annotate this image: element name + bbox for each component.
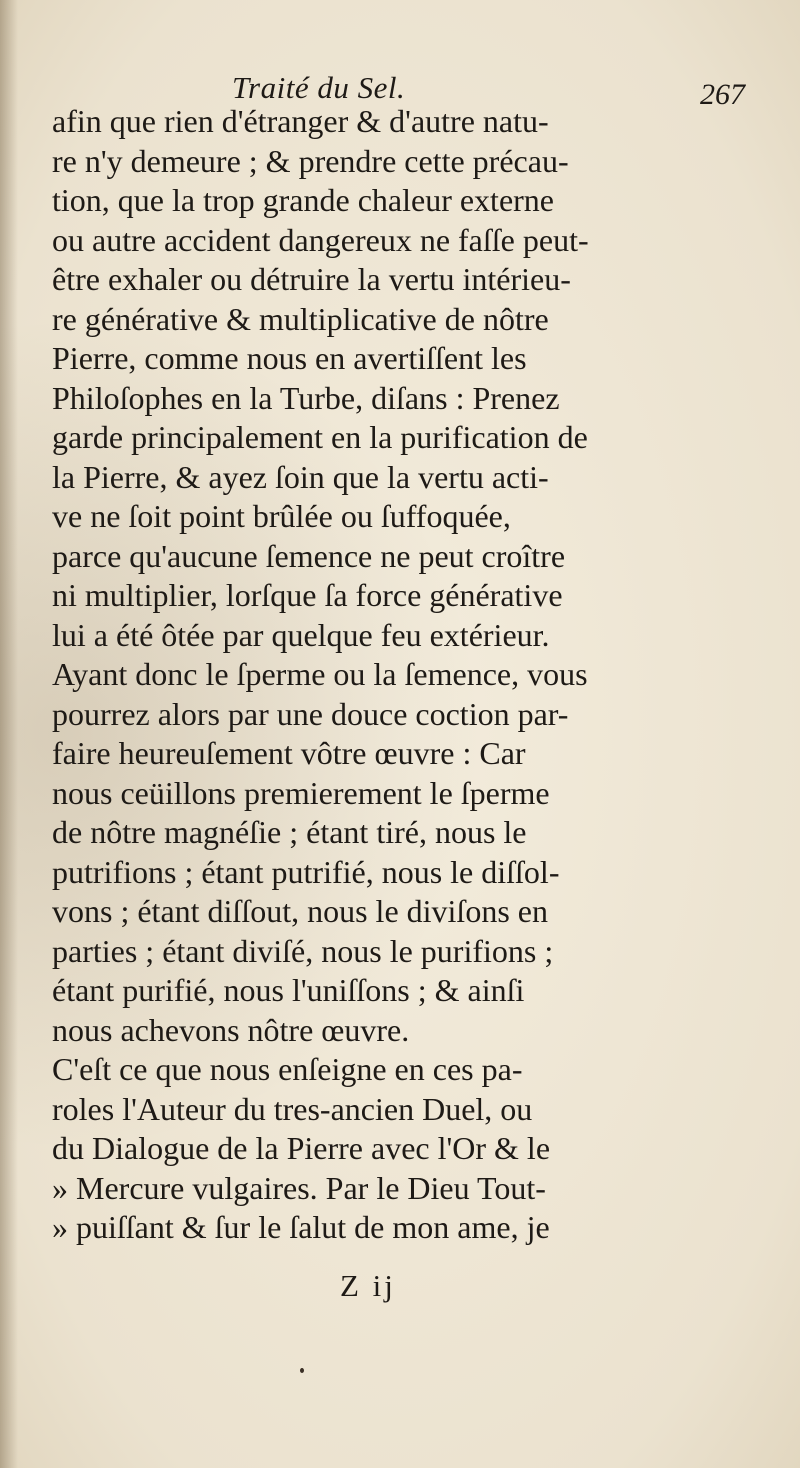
binding-shadow	[0, 0, 18, 1468]
text-line: C'eſt ce que nous enſeigne en ces pa-	[52, 1051, 523, 1087]
text-line: afin que rien d'étranger & d'autre natu-	[52, 103, 549, 139]
text-line: roles l'Auteur du tres-ancien Duel, ou	[52, 1090, 533, 1127]
text-line: ni multiplier, lorſque ſa force générative	[52, 577, 563, 613]
running-title: Traité du Sel.	[232, 70, 406, 105]
text-line: de nôtre magnéſie ; étant tiré, nous le	[52, 814, 527, 850]
signature-mark: Z ij	[340, 1268, 396, 1303]
text-line: » puiſſant & ſur le ſalut de mon ame, je	[52, 1209, 550, 1245]
text-line: re n'y demeure ; & prendre cette précau-	[52, 142, 569, 179]
ink-speck	[300, 1368, 304, 1373]
text-line: garde principalement en la purification de	[52, 419, 588, 455]
page-number: 267	[700, 78, 745, 111]
text-line: lui a été ôtée par quelque feu extérieur.	[52, 616, 550, 653]
text-line: Pierre, comme nous en avertiſſent les	[52, 340, 527, 376]
text-line: re générative & multiplicative de nôtre	[52, 300, 549, 337]
text-line: vons ; étant diſſout, nous le diviſons en	[52, 893, 548, 929]
text-line: nous achevons nôtre œuvre.	[52, 1011, 410, 1048]
text-line: nous ceüillons premierement le ſperme	[52, 774, 550, 811]
text-line: parce qu'aucune ſemence ne peut croître	[52, 537, 566, 574]
text-line: ou autre accident dangereux ne faſſe peut-	[52, 221, 589, 258]
text-line: la Pierre, & ayez ſoin que la vertu acti-	[52, 458, 549, 495]
text-line: être exhaler ou détruire la vertu intérieu-	[52, 261, 571, 297]
text-line: étant purifié, nous l'uniſſons ; & ainſi	[52, 972, 525, 1008]
text-line: tion, que la trop grande chaleur externe	[52, 182, 554, 218]
text-line: ve ne ſoit point brûlée ou ſuffoquée,	[52, 498, 511, 534]
text-line: parties ; étant diviſé, nous le purifions ;	[52, 932, 554, 969]
text-line: putrifions ; étant putrifié, nous le diſſol-	[52, 853, 560, 890]
text-line: du Dialogue de la Pierre avec l'Or & le	[52, 1130, 551, 1166]
text-line: pourrez alors par une douce coction par-	[52, 695, 569, 732]
text-line: faire heureuſement vôtre œuvre : Car	[52, 735, 526, 771]
body-text	[52, 102, 772, 1248]
running-head	[0, 64, 800, 111]
text-line: » Mercure vulgaires. Par le Dieu Tout-	[52, 1169, 546, 1206]
text-line: Philoſophes en la Turbe, diſans : Prenez	[52, 379, 560, 416]
text-line: Ayant donc le ſperme ou la ſemence, vous	[52, 656, 588, 692]
